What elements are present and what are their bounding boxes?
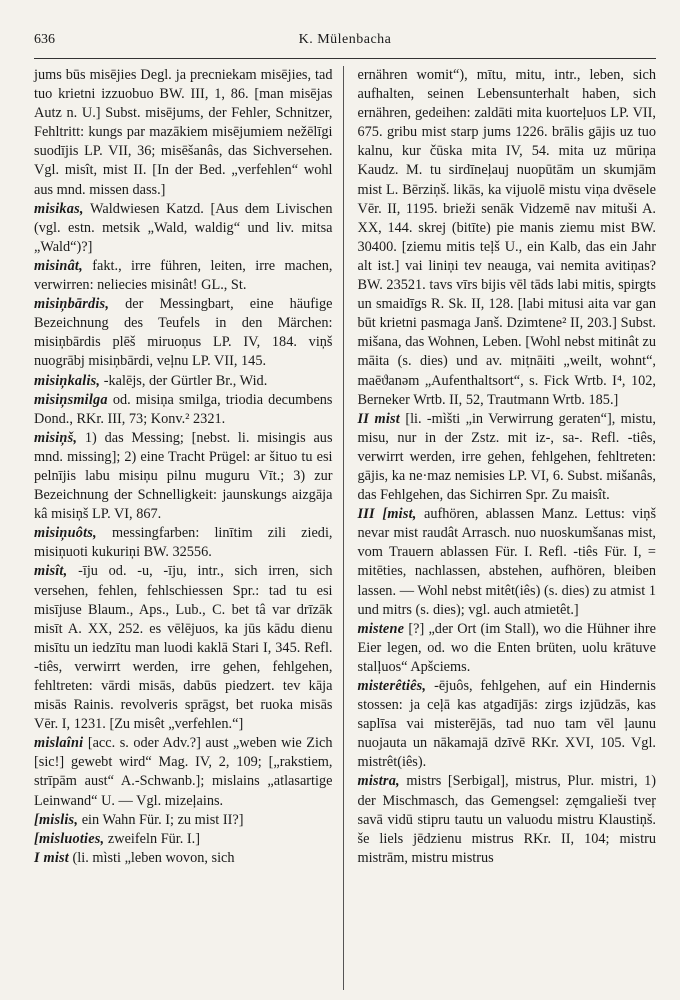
entry-lemma: misterêtiês,	[357, 678, 427, 694]
entry-lemma: mistene	[357, 620, 405, 637]
entry-text: der Messingbart, eine häufige Bezeichnung des Teufels in den Märchen: misiņbārdis plēš miruoņus LP. IV, 184. viņš nuogrābj misiņbārdi, veļnu LP. VII, 145.	[34, 296, 333, 370]
entry-text: ein Wahn Für. I; zu mist II?]	[81, 811, 244, 828]
entry-lemma: [mislis,	[34, 811, 79, 828]
dictionary-entry	[358, 66, 657, 410]
entry-text: -kalējs, der Gürtler Br., Wid.	[103, 372, 268, 389]
dictionary-entry	[34, 200, 333, 257]
entry-text: [acc. s. oder Adv.?] aust „weben wie Zich [sic!] gewebt wird“ Mag. IV, 2, 109; [„rakstiem, strīpām aust“ A.-Schwanb.]; mislains „atlasartige Leinwand“ U. — Vgl. mizeļains.	[34, 735, 333, 809]
entry-lemma: mislaîni	[34, 735, 84, 752]
entry-lemma: misinât,	[34, 257, 83, 274]
entry-text: zweifeln Für. I.]	[107, 830, 201, 847]
dictionary-entry	[34, 391, 333, 429]
entry-text: (li. mìsti „leben wovon, sich	[72, 849, 235, 866]
dictionary-entry	[34, 429, 333, 524]
entry-lemma: misiņuôts,	[34, 525, 97, 542]
entry-text: Waldwiesen Katzd. [Aus dem Livischen (vgl. estn. metsik „Wald, waldig“ und liv. mitsa „Wald“)?]	[34, 200, 333, 255]
entry-text: mistrs [Serbigal], mistrus, Plur. mistri, 1) der Mischmasch, das Gemengsel: zęmgalieši tveŗ savā vidū stipru tautu un valuodu mistru Klaustiņš. še liels jēdzienu mistrus RKr. II, 104; mistru mistrām, mistru mistrus	[357, 773, 656, 866]
dictionary-entry	[358, 772, 657, 867]
entry-text: messingfarben: linītim zili ziedi, misiņuoti kukuriņi BW. 32556.	[34, 525, 333, 561]
dictionary-entry	[358, 677, 657, 772]
dictionary-entry	[358, 620, 657, 677]
entry-lemma: I mist	[34, 849, 69, 866]
entry-lemma: II mist	[357, 410, 400, 427]
dictionary-entry	[34, 734, 333, 810]
entry-lemma: misît,	[34, 563, 68, 580]
dictionary-entry	[34, 562, 333, 734]
entry-lemma: [misluoties,	[34, 830, 105, 847]
running-title: K. Mülenbacha	[298, 32, 392, 47]
entry-text: od. misiņa smilga, triodia decumbens Dond., RKr. III, 73; Konv.² 2321.	[34, 391, 333, 427]
text-columns	[34, 66, 656, 990]
entry-lemma: misikas,	[34, 200, 84, 217]
entry-lemma: III [mist,	[357, 506, 417, 523]
entry-lemma: mistra,	[357, 773, 400, 790]
dictionary-entry	[34, 811, 333, 830]
dictionary-entry	[358, 410, 657, 505]
page-number: 636	[34, 32, 55, 47]
entry-text: ernähren womit“), mītu, mitu, intr., leben, sich aufhalten, seinen Lebensunterhalt haben, sich ernähren, gedeihen: zaldāti mita kuorteļuos LP. VII, 675. gribu mist starp jums 1226. brālis gājis uz tuo kalnu, kur čūska mita IV, 54. mita uz mūriņa Kaudz. M. tu sirdīneļauj nuopūtām un skumjām mist L. Bērziņš. likās, ka vijuolē mistu viņa dvēsele Vēr. II, 1195. brieži senāk Vidzemē nav mituši A. XX, 144. skrej (bitīte) pie manis ziemu mist BW. 30400. [ziemu mitis teļš U., ein Kalb, das ein Jahr alt ist.] vai liniņi tev neauga, vai nemita avitiņas? BW. 23521. tavs vīrs bijis vēl tāds labi mitis, spirgts un smaidīgs R. Sk. II, 128. [labi mitusi aita var gan būt krietni pasmaga Janš. Dzimtene² II, 203.] Subst. mišana, das Wohnen, Leben. [Wohl nebst mitinât zu māita (s. dies) und av. miṭnāiti „weilt, wohnt“, maēϑanəm „Aufenthaltsort“, s. Fick Wrtb. I⁴, 102, Berneker Wrtb. II, 52, Trautmann Wrtb. 185.]	[357, 67, 656, 408]
entry-lemma: misiņbārdis,	[34, 296, 110, 313]
entry-lemma: misiņkalis,	[34, 372, 101, 389]
entry-text: -īju od. -u, -īju, intr., sich irren, sich versehen, fehlen, fehlschiessen Spr.: tad tu esi misījuse Blaum., Aps., Lub., C. bet tâ var drīzāk misīt A. XX, 252. es vēlējuos, ka jūs kādu dienu misītu un iedzītu man luodi kaklā Stari I, 345. Refl. -tiês, verwirrt werden, irre gehen, fehlgehen, fehltreten: vārdi misās, dabūs piedzert. tev kāja misās Rainis. revolveris sprāgst, bet ruoka misās Vēr. I, 1231. [Zu misêt „verfehlen.“]	[34, 563, 333, 733]
page-header	[34, 32, 656, 59]
entry-text: jums būs misējies Degl. ja precniekam misējies, tad tuo krietni izzuobuo BW. III, 1, 86. [man misējas Autz n. U.] Subst. misējums, der Fehler, Schnitzer, Fehltritt: kungs par mazākiem misējumiem nežēlīgi suodījis LP. VII, 36; misēšanâs, das Sichversehen. Vgl. misît, mist II. [In der Bed. „verfehlen“ wohl aus mnd. missen dass.]	[34, 67, 333, 198]
dictionary-entry	[34, 257, 333, 295]
entry-lemma: misiņš,	[34, 429, 78, 446]
entry-text: -ējuôs, fehlgehen, auf ein Hindernis stossen: ja ceļā kas atgadījās: zirgs izjūdzās, kas saplīsa vai misterējās, tad nuo tam vēl ļaunu nuojauta un nākamajā dzīvē RKr. XVI, 105. Vgl. mistrêt(iês).	[357, 678, 656, 771]
dictionary-entry	[34, 830, 333, 849]
right-column	[358, 66, 657, 990]
entry-text: aufhören, ablassen Manz. Lettus: viņš nevar mist raudât Arrasch. nuo nuoskumšanas mist, vom Trauern ablassen Für. I. Refl. -tiês Für. I, = mitēties, nachlassen, abstehen, aufhören, bleiben lassen. — Wohl nebst mitêt(iês) (s. dies) zu atmist 1 und mitrs (s. dies); vgl. auch atmietêt.]	[357, 506, 657, 618]
entry-text: [?] „der Ort (im Stall), wo die Hühner ihre Eier legen, od. wo die Enten brüten, uolu krātuve stalļuos“ Apšciems.	[357, 620, 656, 675]
entry-lemma: misiņsmilga	[34, 391, 108, 408]
dictionary-entry	[34, 849, 333, 868]
dictionary-entry	[34, 372, 333, 391]
dictionary-entry	[34, 295, 333, 371]
dictionary-entry	[34, 66, 333, 200]
dictionary-entry	[358, 505, 657, 620]
entry-text: fakt., irre führen, leiten, irre machen, verwirren: neliecies misinât! GL., St.	[34, 257, 333, 294]
dictionary-entry	[34, 524, 333, 562]
left-column	[34, 66, 344, 990]
entry-text: [li. -mìšti „in Verwirrung geraten“], mistu, misu, nur in der Zstz. mit iz-, sa-. Refl. -tiês, verwirrt werden, irre gehen, fehlgehen, fehltreten: gājis, ka ne·maz nemisies LP. VI, 6. Subst. mišanâs, das Fehlgehen, das Sichirren Spr. Zu maisît.	[357, 410, 656, 504]
entry-text: 1) das Messing; [nebst. li. misingis aus mnd. missing]; 2) eine Tracht Prügel: ar šituo tu esi pelnījis labu misiņu pilnu muguru Vīt.; 3) zur Bezeichnung der Schnelligkeit: jaunskungs aizgāja kâ misiņš LP. VI, 867.	[34, 429, 333, 523]
